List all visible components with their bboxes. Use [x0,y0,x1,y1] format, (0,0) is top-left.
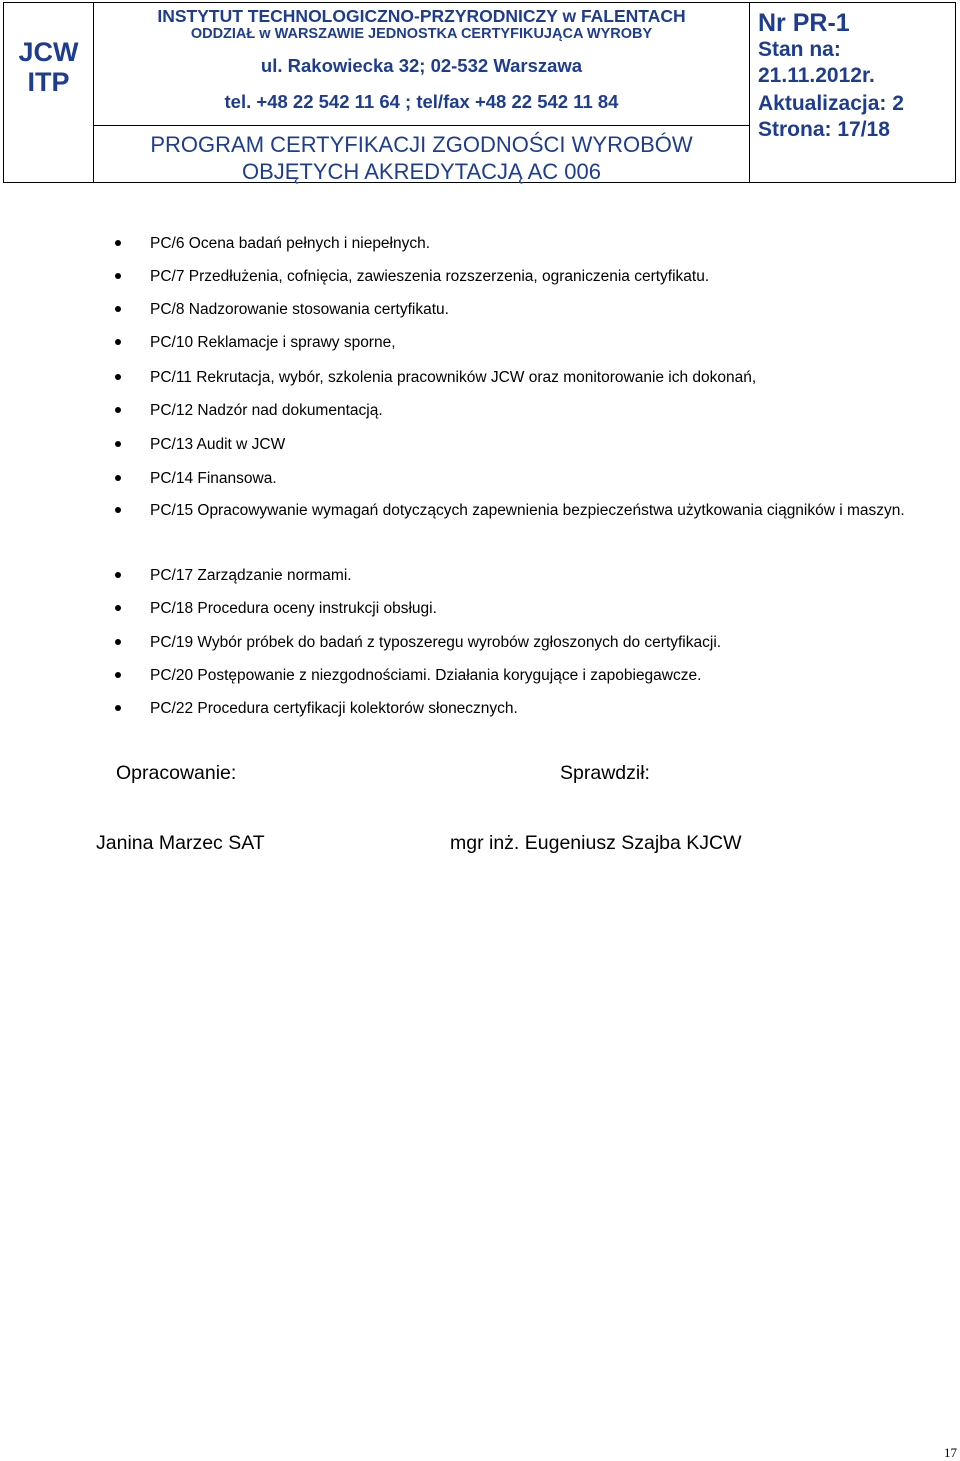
list-item-text: PC/11 Rekrutacja, wybór, szkolenia pracowników JCW oraz monitorowanie ich dokonań, [150,369,757,386]
list-item-text: PC/10 Reklamacje i sprawy sporne, [150,334,396,351]
list-item-text: PC/14 Finansowa. [150,470,277,487]
list-item-text: PC/13 Audit w JCW [150,436,286,453]
bullet-icon [115,374,121,380]
document-header [3,2,956,183]
institution-info [94,3,749,126]
document-number: Nr PR-1 [758,9,850,37]
list-item [150,494,940,527]
bullet-icon [115,273,121,279]
list-item-text: PC/18 Procedura oceny instrukcji obsługi. [150,600,437,617]
status-date: 21.11.2012r. [758,64,875,87]
list-item-text: PC/8 Nadzorowanie stosowania certyfikatu. [150,301,449,318]
list-item-text: PC/6 Ocena badań pełnych i niepełnych. [150,235,431,252]
bullet-icon [115,639,121,645]
bullet-icon [115,705,121,711]
list-item-text: PC/15 Opracowywanie wymagań dotyczących zapewnienia bezpieczeństwa użytkowania ciągników i maszyn. [150,502,905,519]
list-item-text: PC/22 Procedura certyfikacji kolektorów słonecznych. [150,700,518,717]
list-item-text: PC/17 Zarządzanie normami. [150,567,352,584]
address: ul. Rakowiecka 32; 02-532 Warszawa [260,55,583,76]
institute-name: INSTYTUT TECHNOLOGICZNO-PRZYRODNICZY w FALENTACH [157,6,686,26]
list-item [150,227,940,260]
document-meta-cell [750,3,957,182]
list-item [150,260,940,293]
list-item-text: PC/20 Postępowanie z niezgodnościami. Działania korygujące i zapobiegawcze. [150,667,702,684]
bullet-icon [115,441,121,447]
status-label: Stan na: [758,38,841,61]
phone: tel. +48 22 542 11 64 ; tel/fax +48 22 542 11 84 [224,91,619,112]
list-item [150,659,940,692]
logo-line-1: JCW [18,37,79,67]
list-item [150,462,940,495]
bullet-icon [115,507,121,513]
list-item [150,626,940,659]
bullet-icon [115,475,121,481]
logo-cell [4,3,94,182]
page-number: 17 [944,1445,957,1460]
bullet-icon [115,339,121,345]
bullet-icon [115,572,121,578]
list-item [150,394,940,427]
list-item-text: PC/19 Wybór próbek do badań z typoszeregu wyrobów zgłoszonych do certyfikacji. [150,634,722,651]
list-item [150,293,940,326]
program-title-line-2: OBJĘTYCH AKREDYTACJĄ AC 006 [241,159,602,184]
prepared-by-name: Janina Marzec SAT [96,832,265,854]
checked-by-label: Sprawdził: [560,762,650,784]
program-title-line-1: PROGRAM CERTYFIKACJI ZGODNOŚCI WYROBÓW [150,132,693,157]
page-indicator: Strona: 17/18 [758,118,890,141]
update-number: Aktualizacja: 2 [758,92,904,115]
department-name: ODDZIAŁ w WARSZAWIE JEDNOSTKA CERTYFIKUJĄCA WYROBY [190,26,653,42]
list-item-text: PC/7 Przedłużenia, cofnięcia, zawieszenia rozszerzenia, ograniczenia certyfikatu. [150,268,710,285]
list-item-text: PC/12 Nadzór nad dokumentacją. [150,402,383,419]
list-item [150,559,940,592]
list-item [150,361,940,394]
bullet-icon [115,306,121,312]
prepared-by-label: Opracowanie: [116,762,237,784]
bullet-icon [115,605,121,611]
list-item [150,326,940,359]
list-item [150,592,940,625]
institution-cell [94,3,750,182]
checked-by-name: mgr inż. Eugeniusz Szajba KJCW [450,832,742,854]
bullet-icon [115,240,121,246]
bullet-icon [115,407,121,413]
logo-line-2: ITP [27,67,70,97]
list-item [150,428,940,461]
bullet-icon [115,672,121,678]
list-item [150,692,940,725]
